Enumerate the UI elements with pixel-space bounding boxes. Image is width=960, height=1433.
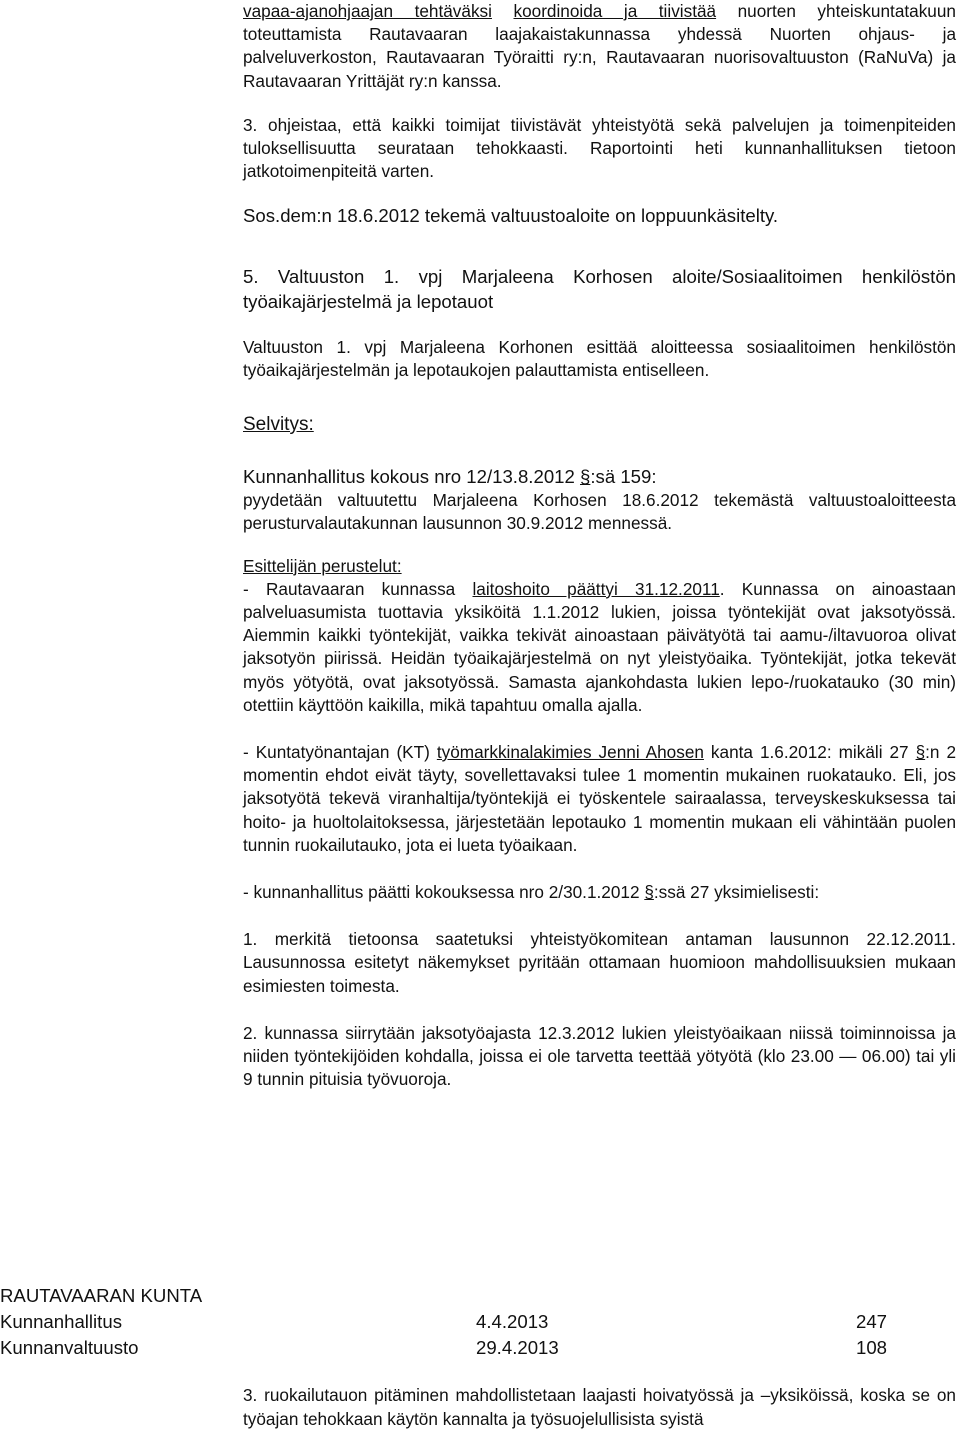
page-footer <box>0 1283 960 1361</box>
footer-row <box>0 1309 960 1335</box>
point-3-text: 3. ohjeistaa, että kaikki toimijat tiivistävät yhteistyötä sekä palvelujen ja toimenpiteiden tuloksellisuutta seurataan tehokkaasti. <box>243 114 956 159</box>
kh-heading-b: :sä 159: <box>590 466 657 488</box>
footer-date: 4.4.2013 <box>476 1311 549 1332</box>
p1-b: . Kunnassa on ainoastaan palveluasumista tuottavia yksiköitä 1.1.2012 lukien, joissa työntekijät ovat jaksotyössä. Aiemmin kaikki työntekijät, vaikka tekivät ainoastaan päivätyötä tai aamu-/iltavuoroa olivat jaksotyön piirissä. Heidän työaikajärjestelmä on nyt yleistyöaika. Työntekijät, jotka tekevät myös yötyötä, ovat jaksotyössä. Samasta ajankohdasta lukien lepo-/ruokatauko (30 min) otettiin käyttöön kaikilla, mikä tapahtuu omalla ajalla. <box>243 578 956 715</box>
p2-b: kanta 1.6.2012: mikäli 27 <box>703 742 916 763</box>
footer-row <box>0 1335 960 1361</box>
perustelut-p4: 1. merkitä tietoonsa saatetuksi yhteistyökomitean antaman lausunnon 22.12.2011. Lausunnossa esitetyt näkemykset pyritään ottamaan huomioon mahdollisuuksien mukaan esimiesten toimesta. <box>243 929 956 996</box>
point-3-reporting: Raportointi heti kunnanhallituksen tietoon jatkotoimenpiteitä varten. <box>243 138 956 182</box>
footer-body: Kunnanhallitus <box>0 1311 122 1332</box>
section-5-body: Valtuuston 1. vpj Marjaleena Korhonen esittää aloitteessa sosiaalitoimen henkilöstön työaikajärjestelmän ja lepotaukojen palauttamista entiselleen. <box>243 336 956 380</box>
tail-paragraph: 3. ruokailutauon pitäminen mahdollistetaan laajasti hoivatyössä ja –yksiköissä, koska se on työajan tehokkaan käytön kannalta ja työsuojelullisista syistä <box>243 1385 956 1429</box>
perustelut-label: Esittelijän perustelut: <box>243 555 402 576</box>
p1-link[interactable]: laitoshoito päättyi 31.12.2011 <box>472 578 720 599</box>
p3-a: - kunnanhallitus päätti kokouksessa nro 2/30.1.2012 <box>243 882 645 903</box>
intro-link-1[interactable]: vapaa-ajanohjaajan tehtäväksi <box>243 1 492 21</box>
intro-text: nuorten yhteiskuntatakuun toteuttamista Rautavaaran laajakaistakunnassa yhdessä Nuorten ohjaus- ja palveluverkoston, Rautavaaran Työraitti ry:n, Rautavaaran nuorisovaltuuston (RaNuVa) ja Rautavaaran Yrittäjät ry:n kanssa. <box>243 1 956 91</box>
kh-heading <box>243 465 956 489</box>
p2-a: - Kuntatyönantajan (KT) <box>243 742 437 763</box>
p1-a: - Rautavaaran kunnassa <box>243 578 473 599</box>
footer-page: 108 <box>856 1337 888 1358</box>
section-sign-1: § <box>580 466 591 488</box>
footer-page: 247 <box>856 1311 888 1332</box>
perustelut-p5: 2. kunnassa siirrytään jaksotyöajasta 12.3.2012 lukien yleistyöaikaan niissä toiminnoissa ja niiden työntekijöiden kohdalla, joissa ei ole tarvetta teettää yötyötä (klo 23.00 — 06.00) tai yli 9 tunnin pituisia työvuoroja. <box>243 1022 956 1090</box>
p2-c: :n 2 momentin ehdot eivät täyty, sovellettavaksi tulee 1 momentin mukainen ruokatauko. Eli, jos jaksotyötä tekevä viranhaltija/työntekijä ei työskentele sairaalassa, terveyskeskuksessa tai hoito- ja huoltolaitoksessa, järjestetään lepotauko 1 momentin mukaan eli vähintään puolen tunnin ruokailutauko, jota ei lueta työaikaan. <box>243 742 957 855</box>
point-3-paragraph <box>243 114 956 184</box>
intro-link-2[interactable]: koordinoida ja tiivistää <box>513 1 717 21</box>
section-sign-3: § <box>644 882 654 903</box>
kh-heading-a: Kunnanhallitus kokous nro 12/13.8.2012 <box>243 466 581 488</box>
p3-b: :ssä 27 yksimielisesti: <box>653 882 820 903</box>
kh-text: pyydetään valtuutettu Marjaleena Korhosen 18.6.2012 tekemästä valtuustoaloitteesta perusturvalautakunnan lausunnon 30.9.2012 mennessä. <box>243 490 956 534</box>
perustelut-p2 <box>243 741 956 857</box>
section-5-title: 5. Valtuuston 1. vpj Marjaleena Korhosen aloite/Sosiaalitoimen henkilöstön työaikajärjestelmä ja lepotauot <box>243 265 956 312</box>
intro-paragraph <box>243 0 956 93</box>
perustelut-p1 <box>243 578 956 717</box>
p2-link[interactable]: työmarkkinalakimies Jenni Ahosen <box>436 742 704 763</box>
selvitys-heading: Selvitys: <box>243 414 314 436</box>
footer-body: Kunnanvaltuusto <box>0 1337 139 1358</box>
footer-date: 29.4.2013 <box>476 1337 559 1358</box>
continuation-text <box>243 1384 956 1431</box>
footer-org: RAUTAVAARAN KUNTA <box>0 1285 203 1306</box>
section-sign-2: § <box>915 742 926 763</box>
closing-note: Sos.dem:n 18.6.2012 tekemä valtuustoaloite on loppuunkäsitelty. <box>243 205 779 227</box>
document-body <box>243 0 956 1092</box>
perustelut-p3 <box>243 881 956 904</box>
